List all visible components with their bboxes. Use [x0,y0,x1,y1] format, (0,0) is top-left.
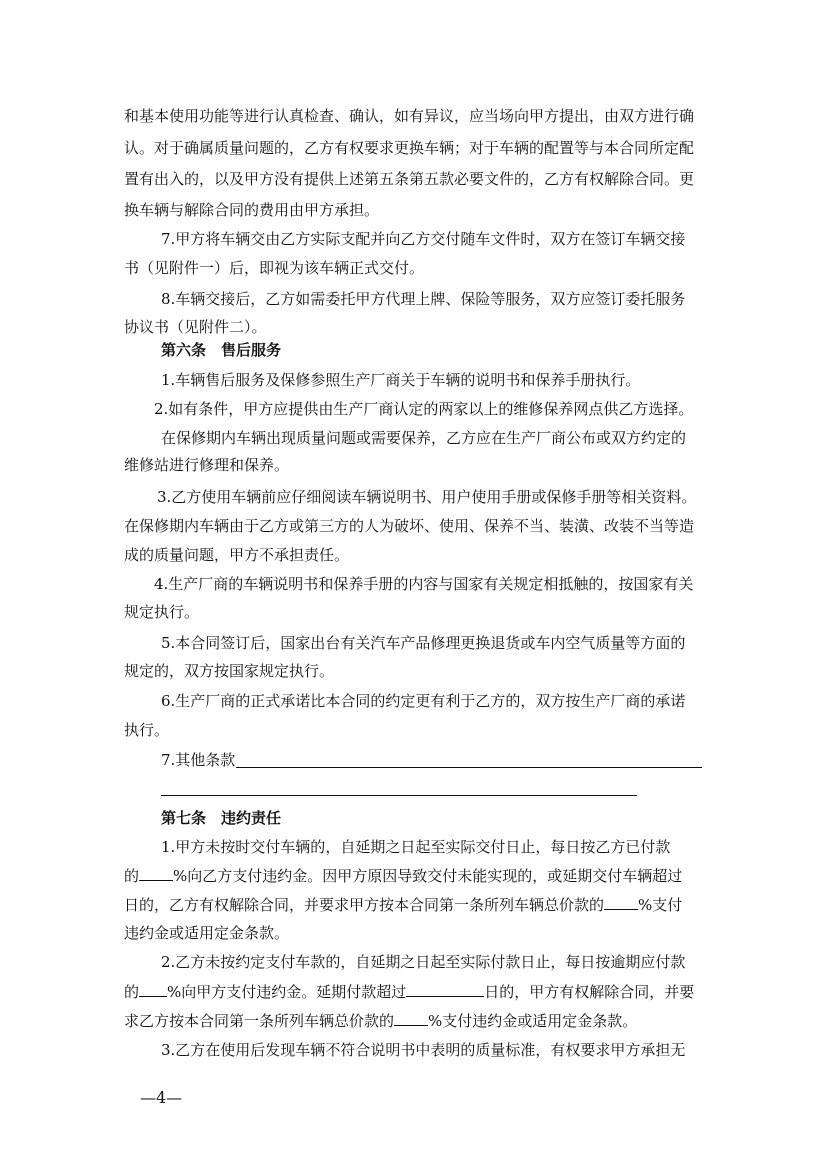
paragraph-line: 和基本使用功能等进行认真检查、确认，如有异议，应当场向甲方提出，由双方进行确 [124,107,695,125]
line-text: %向甲方支付违约金。延期付款超过 [167,983,407,1001]
paragraph-line: 7.甲方将车辆交由乙方实际支配并向乙方交付随车文件时，双方在签订车辆交接 [161,230,686,248]
paragraph-line: 3.乙方在使用后发现车辆不符合说明书中表明的质量标准，有权要求甲方承担无 [161,1041,686,1059]
line-text: %支付 [638,896,683,914]
paragraph-line: 5.本合同签订后，国家出台有关汽车产品修理更换退货或车内空气质量等方面的 [161,634,686,652]
line-text: 日的，乙方有权解除合同，并要求甲方按本合同第一条所列车辆总价款的 [124,896,605,914]
blank-field [394,1010,428,1026]
paragraph-line: 规定的，双方按国家规定执行。 [124,662,335,680]
paragraph-line [124,1010,637,1031]
paragraph-line: 规定执行。 [124,603,200,621]
paragraph-line [124,894,682,915]
blank-field [139,865,173,881]
line-text: 的 [124,983,140,1001]
paragraph-line: 换车辆与解除合同的费用由甲方承担。 [124,201,380,219]
section-heading-7: 第七条 违约责任 [161,809,282,827]
paragraph-line: 书（见附件一）后，即视为该车辆正式交付。 [124,259,425,277]
line-text: 日的，甲方有权解除合同，并要 [484,983,695,1001]
paragraph-line [124,981,694,1002]
paragraph-line: 在保修期内车辆出现质量问题或需要保养，乙方应在生产厂商公布或双方约定的 [161,429,687,447]
line-text: 求乙方按本合同第一条所列车辆总价款的 [124,1012,395,1030]
paragraph-line: 协议书（见附件二）。 [124,318,267,336]
paragraph-line: 4.生产厂商的车辆说明书和保养手册的内容与国家有关规定相抵触的，按国家有关 [154,575,694,593]
blank-field [604,894,638,910]
paragraph-line: 6.生产厂商的正式承诺比本合同的约定更有利于乙方的，双方按生产厂商的承诺 [161,692,686,710]
section-heading-6: 第六条 售后服务 [161,341,282,359]
paragraph-line: 2.乙方未按约定支付车款的，自延期之日起至实际付款日止，每日按逾期应付款 [161,953,686,971]
paragraph-line: 成的质量问题，甲方不承担责任。 [124,546,350,564]
paragraph-line: 在保修期内车辆由于乙方或第三方的人为破坏、使用、保养不当、装潢、改装不当等造 [124,517,695,535]
blank-field [139,981,167,997]
line-text: %支付违约金或适用定金条款。 [428,1012,638,1030]
paragraph-line: 认。对于确属质量问题的，乙方有权要求更换车辆；对于车辆的配置等与本合同所定配 [124,139,695,157]
paragraph-line: 执行。 [124,721,170,739]
blank-field [406,981,484,997]
line-text: %向乙方支付违约金。因甲方原因导致交付未能实现的，或延期交付车辆超过 [173,867,683,885]
line-text: 的 [124,867,140,885]
other-clauses-label: 7.其他条款 [161,751,236,769]
paragraph-line: 3.乙方使用车辆前应仔细阅读车辆说明书、用户使用手册或保修手册等相关资料。 [157,488,697,506]
paragraph-line [124,865,682,886]
paragraph-line: 置有出入的，以及甲方没有提供上述第五条第五款必要文件的，乙方有权解除合同。更 [124,170,695,188]
paragraph-line: 维修站进行修理和保养。 [124,456,290,474]
paragraph-line: 1.车辆售后服务及保修参照生产厂商关于车辆的说明书和保养手册执行。 [161,371,641,389]
paragraph-line: 8.车辆交接后，乙方如需委托甲方代理上牌、保险等服务，双方应签订委托服务 [161,290,686,308]
paragraph-line: 2.如有条件，甲方应提供由生产厂商认定的两家以上的维修保养网点供乙方选择。 [154,400,694,418]
page-number: —4— [140,1088,183,1107]
paragraph-line: 1.甲方未按时交付车辆的，自延期之日起至实际交付日止，每日按乙方已付款 [161,838,671,856]
fill-line [161,795,637,796]
fill-line [236,767,702,768]
paragraph-line: 违约金或适用定金条款。 [124,924,290,942]
